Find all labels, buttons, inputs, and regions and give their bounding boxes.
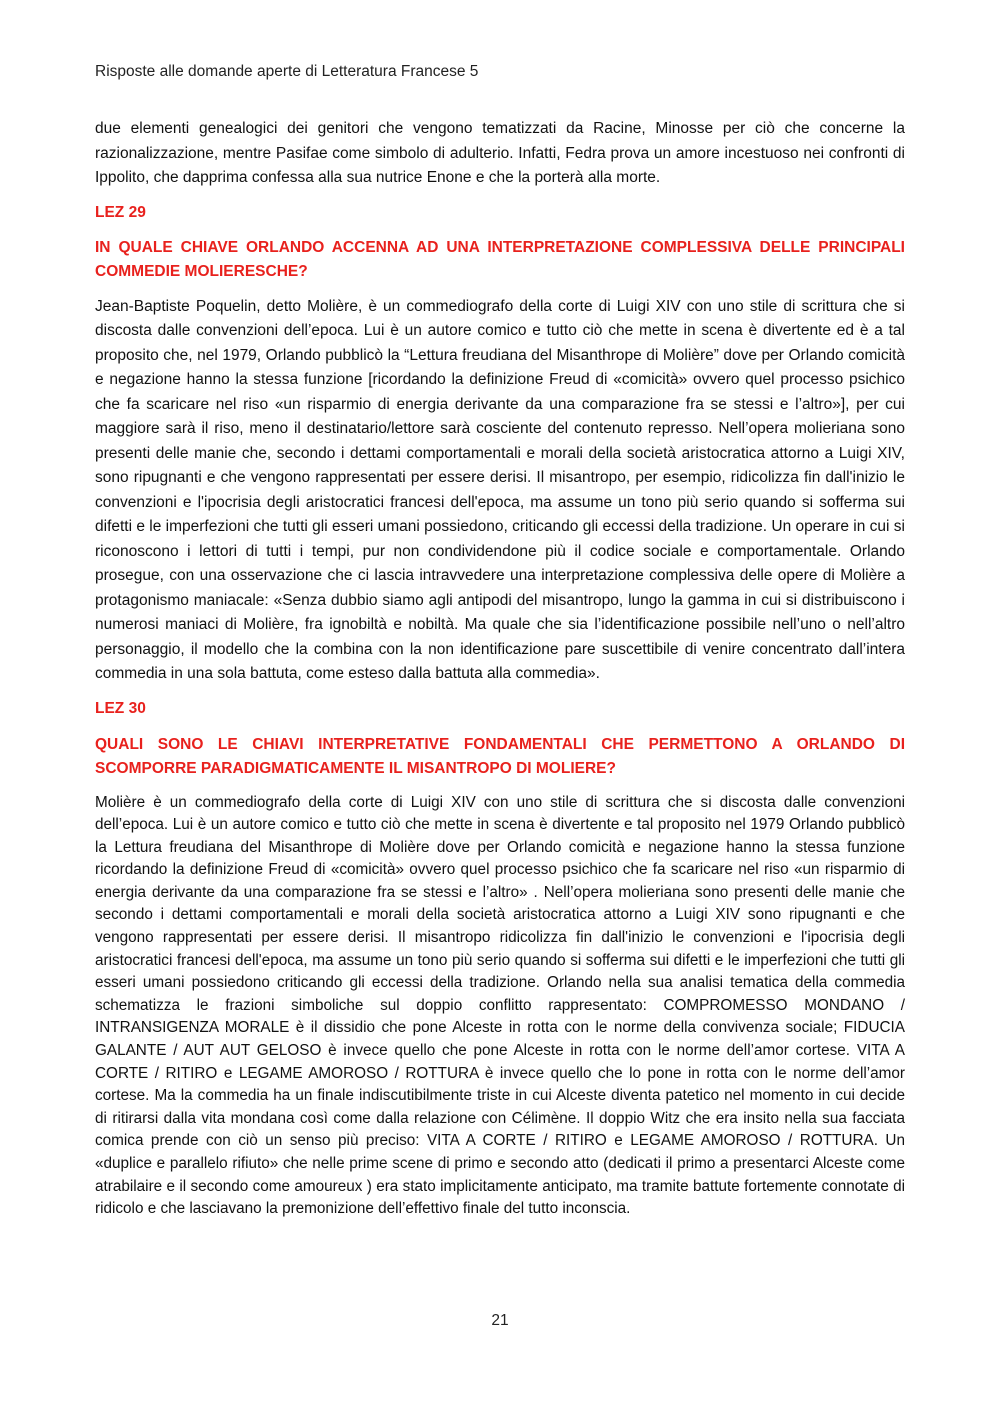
answer-paragraph-30: Molière è un commediografo della corte di Luigi XIV con uno stile di scrittura che si discosta dalle convenzioni dell’epoca. Lui è un autore comico e tutto ciò che mette in scena è divertente e tal proposito nel 1979 Orlando pubblicò la Lettura freudiana del Misanthrope di Molière dove per Orlando comicità e negazione hanno la stessa funzione ricordando la definizione Freud di «comicità» ovvero quel processo psichico che fa scaricare nel riso «un risparmio di energia derivante da una comparazione fra se stessi e l’altro» . Nell’opera molieriana sono presenti delle manie che secondo i dettami comportamentali e morali della società aristocratica attorno a Luigi XIV sono ripugnanti e che vengono rappresentati per essere derisi. Il misantropo ridicolizza fin dall'inizio le convenzioni e l'ipocrisia degli aristocratici francesi dell'epoca, ma assume un tono più serio quando si sofferma sui difetti e le imperfezioni che tutti gli esseri umani possiedono criticando gli eccessi della tradizione. Orlando nella sua analisi tematica della commedia schematizza le frazioni simboliche sul doppio conflitto rappresentato: COMPROMESSO MONDANO / INTRANSIGENZA MORALE è il dissidio che pone Alceste in rotta con le norme della convivenza sociale; FIDUCIA GALANTE / AUT AUT GELOSO è invece quello che pone Alceste in rotta con le norme dell’amor cortese. VITA A CORTE / RITIRO e LEGAME AMOROSO / ROTTURA è invece quello che lo pone in rotta con le norme dell’amor cortese. Ma la commedia ha un finale indiscutibilmente triste in cui Alceste diventa patetico nel momento in cui decide di ritirarsi dalla vita mondana così come dalla relazione con Célimène. Il doppio Witz che era insito nella sua facciata comica prende con ciò un senso più preciso: VITA A CORTE / RITIRO e LEGAME AMOROSO / ROTTURA. Un «duplice e parallelo rifiuto» che nelle prime scene di primo e secondo atto (dedicati il primo a presentarci Alceste come atrabilaire e il secondo come amoureux ) era stato implicitamente anticipato, ma tramite battute fortemente connotate di ridicolo e che lasciavano la premonizione dell’effettivo finale del tutto inconscia.	[95, 793, 905, 1218]
page-number: 21	[491, 1312, 509, 1329]
running-header: Risposte alle domande aperte di Letteratura Francese 5	[95, 63, 479, 80]
lesson-heading-29: LEZ 29	[95, 203, 146, 221]
answer-paragraph-29: Jean-Baptiste Poquelin, detto Molière, è un commediografo della corte di Luigi XIV con uno stile di scrittura che si discosta dalle convenzioni dell’epoca. Lui è un autore comico e tutto ciò che mette in scena è divertente ed è a tal proposito che, nel 1979, Orlando pubblicò la “Lettura freudiana del Misanthrope di Molière” dove per Orlando comicità e negazione hanno la stessa funzione [ricordando la definizione Freud di «comicità» ovvero quel processo psichico che fa scaricare nel riso «un risparmio di energia derivante da una comparazione fra se stessi e l’altro»], per cui maggiore sarà il riso, meno il destinatario/lettore sarà cosciente del contenuto represso. Nell’opera molieriana sono presenti delle manie che, secondo i dettami comportamentali e morali della società aristocratica attorno a Luigi XIV, sono ripugnanti e che vengono rappresentati per essere derisi. Il misantropo, per esempio, ridicolizza fin dall'inizio le convenzioni e l'ipocrisia degli aristocratici francesi dell'epoca, ma assume un tono più serio quando si sofferma sui difetti e le imperfezioni che tutti gli esseri umani possiedono, criticando gli eccessi della tradizione. Un operare in cui si riconoscono i lettori di tutti i tempi, pur non condividendone più il codice sociale e comportamentale. Orlando prosegue, con una osservazione che ci lascia intravvedere una interpretazione complessiva delle opere di Molière a protagonismo maniacale: «Senza dubbio siamo agli antipodi del misantropo, lungo la gamma in cui si distribuiscono i numerosi maniaci di Molière, fra ignobiltà e nobiltà. Ma quale che sia l’identificazione possibile nell’uno o nell’altro personaggio, il modello che la combina con la non identificazione pare suscettibile di venire concentrato dall’intera commedia in una sola battuta, come esteso dalla battuta alla commedia».	[95, 297, 905, 682]
lesson-heading-30: LEZ 30	[95, 699, 146, 717]
intro-paragraph: due elementi genealogici dei genitori che vengono tematizzati da Racine, Minosse per ciò che concerne la razionalizzazione, mentre Pasifae come simbolo di adulterio. Infatti, Fedra prova un amore incestuoso nei confronti di Ippolito, che dapprima confessa alla sua nutrice Enone e che la porterà alla morte.	[95, 120, 905, 186]
question-heading-30: QUALI SONO LE CHIAVI INTERPRETATIVE FONDAMENTALI CHE PERMETTONO A ORLANDO DI SCOMPORRE PARADIGMATICAMENTE IL MISANTROPO DI MOLIERE?	[95, 735, 905, 777]
question-heading-29: IN QUALE CHIAVE ORLANDO ACCENNA AD UNA INTERPRETAZIONE COMPLESSIVA DELLE PRINCIPALI COMMEDIE MOLIERESCHE?	[95, 238, 905, 280]
page-content	[95, 117, 905, 1221]
